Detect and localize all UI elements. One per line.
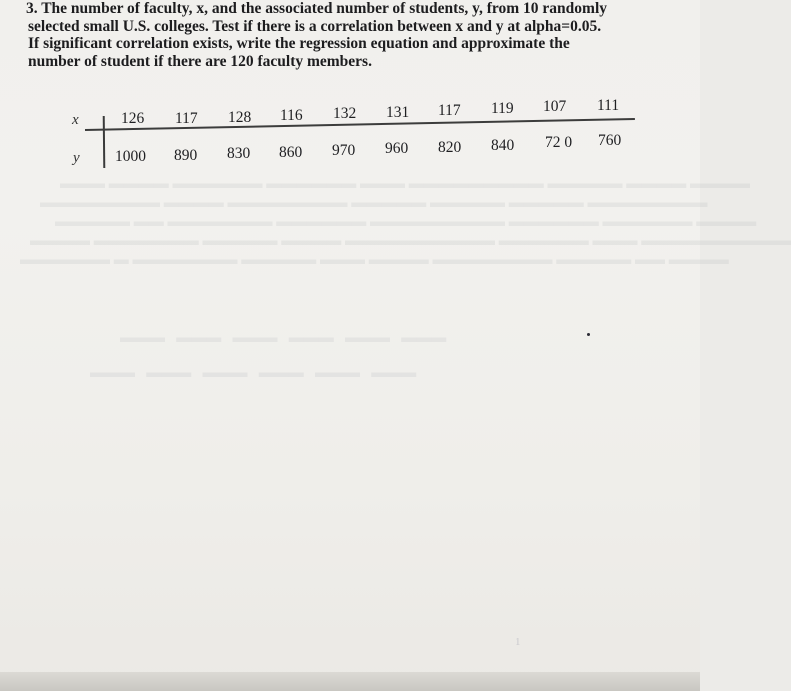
y-value: 760: [598, 132, 622, 149]
x-value: 128: [228, 109, 252, 126]
x-value: 116: [280, 107, 303, 124]
bleed-through-text: ▬▬▬▬▬ ▬▬ ▬▬▬▬▬▬▬ ▬▬▬▬▬▬ ▬▬▬▬▬▬▬▬▬ ▬▬▬▬▬▬ ▬▬▬▬▬▬ ▬▬▬▬: [55, 214, 757, 230]
x-value: 107: [543, 98, 567, 115]
problem-line-3: If significant correlation exists, write the regression equation and approximate the: [28, 35, 570, 52]
x-value: 117: [438, 102, 461, 119]
data-table: [0, 0, 700, 200]
y-value: 1000: [115, 148, 146, 165]
bleed-through-text: ▬▬▬ ▬▬▬▬ ▬▬▬▬▬▬ ▬▬▬▬▬▬ ▬▬▬ ▬▬▬▬▬▬▬▬▬ ▬▬▬▬▬ ▬▬▬▬ ▬▬▬▬: [60, 176, 750, 192]
x-value: 126: [121, 110, 145, 127]
problem-line-2: selected small U.S. colleges. Test if there is a correlation between x and y at alpha=0.05.: [28, 17, 602, 35]
faint-corner-mark: 1: [515, 636, 521, 648]
bleed-through-text: ▬▬▬▬ ▬▬▬▬▬▬▬ ▬▬▬▬▬ ▬▬▬▬ ▬▬▬▬▬▬▬▬▬▬ ▬▬▬▬▬▬ ▬▬▬ ▬▬▬▬▬▬▬▬▬▬: [30, 233, 791, 249]
y-value: 820: [438, 139, 462, 156]
x-value: 131: [386, 104, 410, 121]
x-value: 132: [333, 105, 357, 122]
y-value: 830: [227, 145, 251, 162]
bleed-through-text: ▬▬▬ ▬▬▬ ▬▬▬ ▬▬▬ ▬▬▬ ▬▬▬: [120, 330, 447, 346]
problem-line-4: number of student if there are 120 faculty members.: [28, 52, 372, 70]
bleed-through-text: ▬▬▬▬▬▬ ▬ ▬▬▬▬▬▬▬ ▬▬▬▬▬ ▬▬▬ ▬▬▬▬ ▬▬▬▬▬▬▬▬ ▬▬▬▬▬ ▬▬ ▬▬▬▬: [20, 252, 729, 268]
bleed-through-text: ▬▬▬ ▬▬▬ ▬▬▬ ▬▬▬ ▬▬▬ ▬▬▬: [90, 365, 417, 381]
y-value: 960: [385, 140, 409, 157]
y-value: 840: [491, 137, 515, 154]
y-variable-label: y: [73, 150, 80, 166]
y-value: 72 0: [545, 134, 573, 151]
x-value: 119: [491, 100, 514, 117]
x-value: 111: [597, 97, 620, 114]
y-value: 970: [332, 142, 356, 159]
table-horizontal-divider: [85, 118, 635, 131]
page-bottom-edge: [0, 672, 700, 691]
x-variable-label: x: [72, 112, 79, 128]
y-value: 860: [279, 144, 303, 161]
table-vertical-divider: [103, 116, 105, 168]
bleed-through-text: ▬▬▬▬▬▬▬▬ ▬▬▬▬ ▬▬▬▬▬▬▬▬ ▬▬▬▬▬ ▬▬▬▬▬ ▬▬▬▬▬ ▬▬▬▬▬▬▬▬: [40, 195, 708, 211]
y-value: 890: [174, 147, 198, 164]
pen-dot-mark: [587, 333, 590, 336]
problem-line-1: 3. The number of faculty, x, and the associated number of students, y, from 10 randomly: [26, 0, 608, 17]
x-value: 117: [175, 110, 198, 127]
